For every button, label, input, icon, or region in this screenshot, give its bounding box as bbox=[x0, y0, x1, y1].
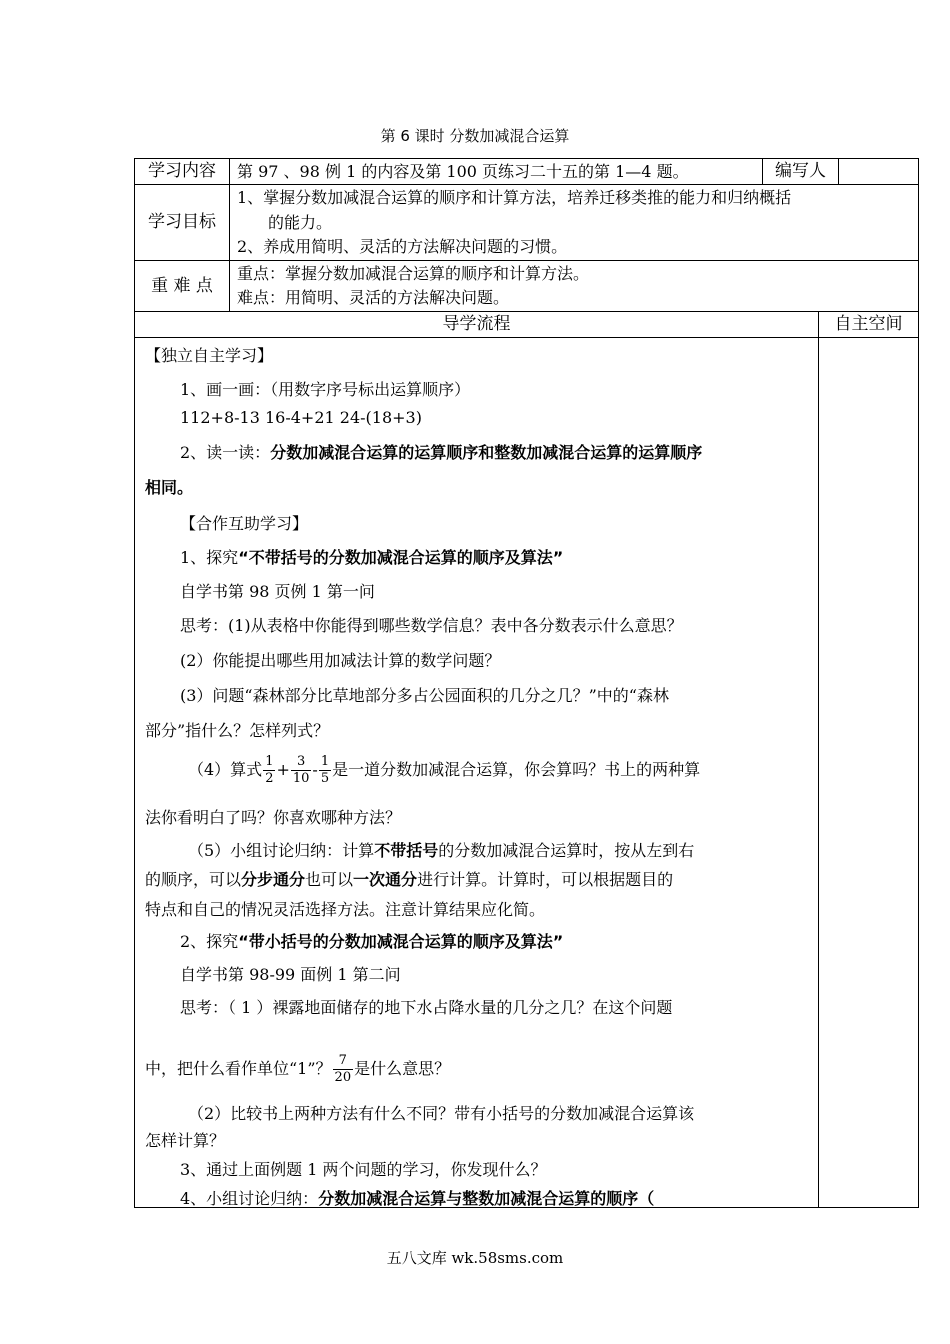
difficult-point: 难点：用简明、灵活的方法解决问题。 bbox=[237, 288, 510, 307]
exercise-read bbox=[180, 440, 702, 463]
think-3: (3）问题“森林部分比草地部分多占公园面积的几分之几？”中的“森林 bbox=[180, 686, 669, 705]
author-divider bbox=[838, 158, 839, 184]
label-author: 编写人 bbox=[775, 161, 826, 181]
fraction-4: $\frac{7}{20}$ bbox=[334, 1053, 352, 1085]
think-1: 思考：(1)从表格中你能得到哪些数学信息？表中各分数表示什么意思？ bbox=[180, 616, 683, 635]
think-3-end: 部分”指什么？怎样列式？ bbox=[145, 721, 330, 740]
section-cooperative-study: 【合作互助学习】 bbox=[180, 514, 309, 533]
row-divider bbox=[134, 337, 919, 338]
row-divider bbox=[134, 184, 919, 185]
learning-content-value: 第 97 、98 例 1 的内容及第 100 页练习二十五的第 1—4 题。 bbox=[237, 162, 689, 181]
think-2: (2）你能提出哪些用加减法计算的数学问题？ bbox=[180, 651, 501, 670]
exercise-expressions: 112+8-13 16-4+21 24-(18+3) bbox=[180, 408, 422, 427]
guide-process-header: 导学流程 bbox=[442, 314, 511, 334]
label-learning-content: 学习内容 bbox=[148, 161, 216, 181]
self-study-1: 自学书第 98 页例 1 第一问 bbox=[180, 582, 375, 601]
row-divider bbox=[134, 260, 919, 261]
exercise-read-rule: 分数加减混合运算的运算顺序和整数加减混合运算的运算顺序 bbox=[270, 443, 703, 462]
page-title: 第 6 课时 分数加减混合运算 bbox=[380, 127, 570, 145]
discover-3: 3、通过上面例题 1 两个问题的学习，你发现什么？ bbox=[180, 1160, 547, 1179]
self-space-header: 自主空间 bbox=[834, 314, 903, 334]
label-column-divider bbox=[229, 158, 230, 311]
summary-5-line2: 的顺序，可以分步通分也可以一次通分进行计算。计算时，可以根据题目的 bbox=[145, 870, 674, 889]
think-4: （4）算式 $\frac{1}{2}$ + $\frac{3}{10}$ - $\frac{1}{5}$ 是一道分数加减混合运算，你会算吗？书上的两种算 bbox=[188, 754, 701, 786]
fraction-1: $\frac{1}{2}$ bbox=[265, 754, 274, 786]
section-independent-study: 【独立自主学习】 bbox=[145, 346, 274, 365]
think-4-end: 法你看明白了吗？你喜欢哪种方法？ bbox=[145, 808, 402, 827]
footer-watermark: 五八文库 wk.58sms.com bbox=[386, 1249, 564, 1267]
exercise-read-end: 相同。 bbox=[145, 478, 194, 497]
exercise-draw: 1、画一画：（用数字序号标出运算顺序） bbox=[180, 380, 471, 399]
think-2-2: （2）比较书上两种方法有什么不同？带有小括号的分数加减混合运算该 bbox=[188, 1104, 695, 1123]
think-2-1-end: 中，把什么看作单位“1”？ $\frac{7}{20}$ 是什么意思？ bbox=[145, 1053, 451, 1085]
goal-1-continued: 的能力。 bbox=[268, 213, 333, 232]
key-point: 重点：掌握分数加减混合运算的顺序和计算方法。 bbox=[237, 264, 590, 283]
summary-5-line3: 特点和自己的情况灵活选择方法。注意计算结果应化简。 bbox=[145, 900, 546, 919]
table-border-right bbox=[918, 158, 919, 1208]
goal-2: 2、养成用简明、灵活的方法解决问题的习惯。 bbox=[237, 237, 568, 256]
goal-1: 1、掌握分数加减混合运算的顺序和计算方法，培养迁移类推的能力和归纳概括 bbox=[237, 188, 792, 207]
fraction-3: $\frac{1}{5}$ bbox=[320, 754, 330, 786]
fraction-2: $\frac{3}{10}$ bbox=[292, 754, 310, 786]
explore-1: 1、探究“不带括号的分数加减混合运算的顺序及算法” bbox=[180, 548, 564, 567]
label-key-points: 重 难 点 bbox=[151, 276, 213, 296]
summary-4: 4、小组讨论归纳：分数加减混合运算与整数加减混合运算的顺序（ bbox=[180, 1189, 655, 1208]
think-2-1: 思考：（ 1 ）裸露地面储存的地下水占降水量的几分之几？在这个问题 bbox=[180, 998, 673, 1017]
exercise-read-label: 2、读一读： bbox=[180, 443, 271, 462]
think-2-2-end: 怎样计算？ bbox=[145, 1131, 226, 1150]
explore-2-topic: “带小括号的分数加减混合运算的顺序及算法” bbox=[238, 932, 564, 951]
space-column-divider bbox=[818, 311, 819, 1208]
explore-1-topic: “不带括号的分数加减混合运算的顺序及算法” bbox=[238, 548, 564, 567]
summary-5: （5）小组讨论归纳：计算不带括号的分数加减混合运算时，按从左到右 bbox=[188, 841, 695, 860]
self-study-2: 自学书第 98-99 面例 1 第二问 bbox=[180, 965, 401, 984]
label-learning-goals: 学习目标 bbox=[148, 212, 216, 232]
explore-2: 2、探究“带小括号的分数加减混合运算的顺序及算法” bbox=[180, 932, 564, 951]
